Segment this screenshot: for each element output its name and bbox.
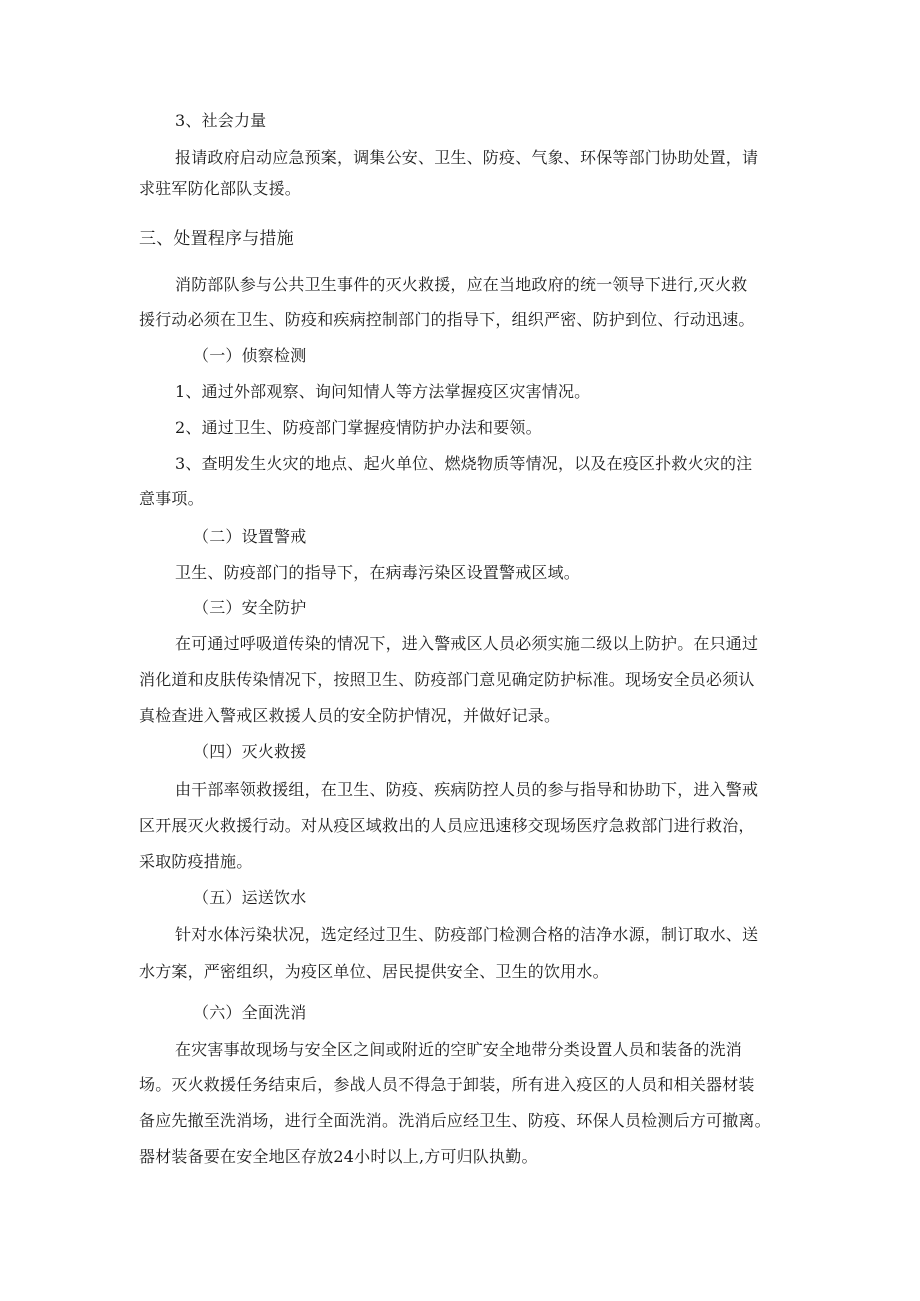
paragraph-line: 水方案，严密组织，为疫区单位、居民提供安全、卫生的饮用水。 [139, 962, 609, 981]
paragraph-line: 真检查进入警戒区救援人员的安全防护情况，并做好记录。 [139, 706, 561, 725]
paragraph-line: 消化道和皮肤传染情况下，按照卫生、防疫部门意见确定防护标准。现场安全员必须认 [139, 670, 755, 689]
subsection-heading-water-supply: （五）运送饮水 [193, 888, 307, 907]
paragraph-line: 消防部队参与公共卫生事件的灭火救援，应在当地政府的统一领导下进行,灭火救 [175, 275, 748, 294]
paragraph-line: 卫生、防疫部门的指导下，在病毒污染区设置警戒区域。 [175, 563, 581, 582]
paragraph-line: 备应先撤至洗消场，进行全面洗消。洗消后应经卫生、防疫、环保人员检测后方可撤离。 [139, 1111, 771, 1130]
list-item: 3、查明发生火灾的地点、起火单位、燃烧物质等情况，以及在疫区扑救火灾的注 [175, 454, 753, 473]
subsection-heading-protection: （三）安全防护 [193, 598, 307, 617]
subsection-heading-reconnaissance: （一）侦察检测 [193, 346, 307, 365]
paragraph-line: 器材装备要在安全地区存放24小时以上,方可归队执勤。 [139, 1147, 538, 1166]
paragraph-line: 由干部率领救援组，在卫生、防疫、疾病防控人员的参与指导和协助下，进入警戒 [175, 780, 759, 799]
paragraph-line: 区开展灭火救援行动。对从疫区域救出的人员应迅速移交现场医疗急救部门进行救治， [139, 816, 755, 835]
list-item: 1、通过外部观察、询问知情人等方法掌握疫区灾害情况。 [175, 382, 591, 401]
subsection-heading-social-forces: 3、社会力量 [175, 111, 267, 130]
subsection-heading-rescue: （四）灭火救援 [193, 742, 307, 761]
paragraph-line: 场。灭火救援任务结束后，参战人员不得急于卸装，所有进入疫区的人员和相关器材装 [139, 1075, 755, 1094]
list-item: 意事项。 [139, 489, 204, 508]
paragraph-line: 针对水体污染状况，选定经过卫生、防疫部门检测合格的洁净水源，制订取水、送 [175, 925, 759, 944]
paragraph-line: 援行动必须在卫生、防疫和疾病控制部门的指导下，组织严密、防护到位、行动迅速。 [139, 310, 755, 329]
section-heading-procedures: 三、处置程序与措施 [139, 229, 294, 249]
paragraph-line: 采取防疫措施。 [139, 852, 253, 871]
list-item: 2、通过卫生、防疫部门掌握疫情防护办法和要领。 [175, 418, 542, 437]
subsection-heading-cordon: （二）设置警戒 [193, 527, 307, 546]
subsection-heading-decontamination: （六）全面洗消 [193, 1003, 307, 1022]
paragraph-line: 报请政府启动应急预案，调集公安、卫生、防疫、气象、环保等部门协助处置，请 [175, 148, 759, 167]
paragraph-line: 在可通过呼吸道传染的情况下，进入警戒区人员必须实施二级以上防护。在只通过 [175, 634, 759, 653]
paragraph-line: 求驻军防化部队支援。 [139, 179, 302, 198]
paragraph-line: 在灾害事故现场与安全区之间或附近的空旷安全地带分类设置人员和装备的洗消 [175, 1040, 743, 1059]
